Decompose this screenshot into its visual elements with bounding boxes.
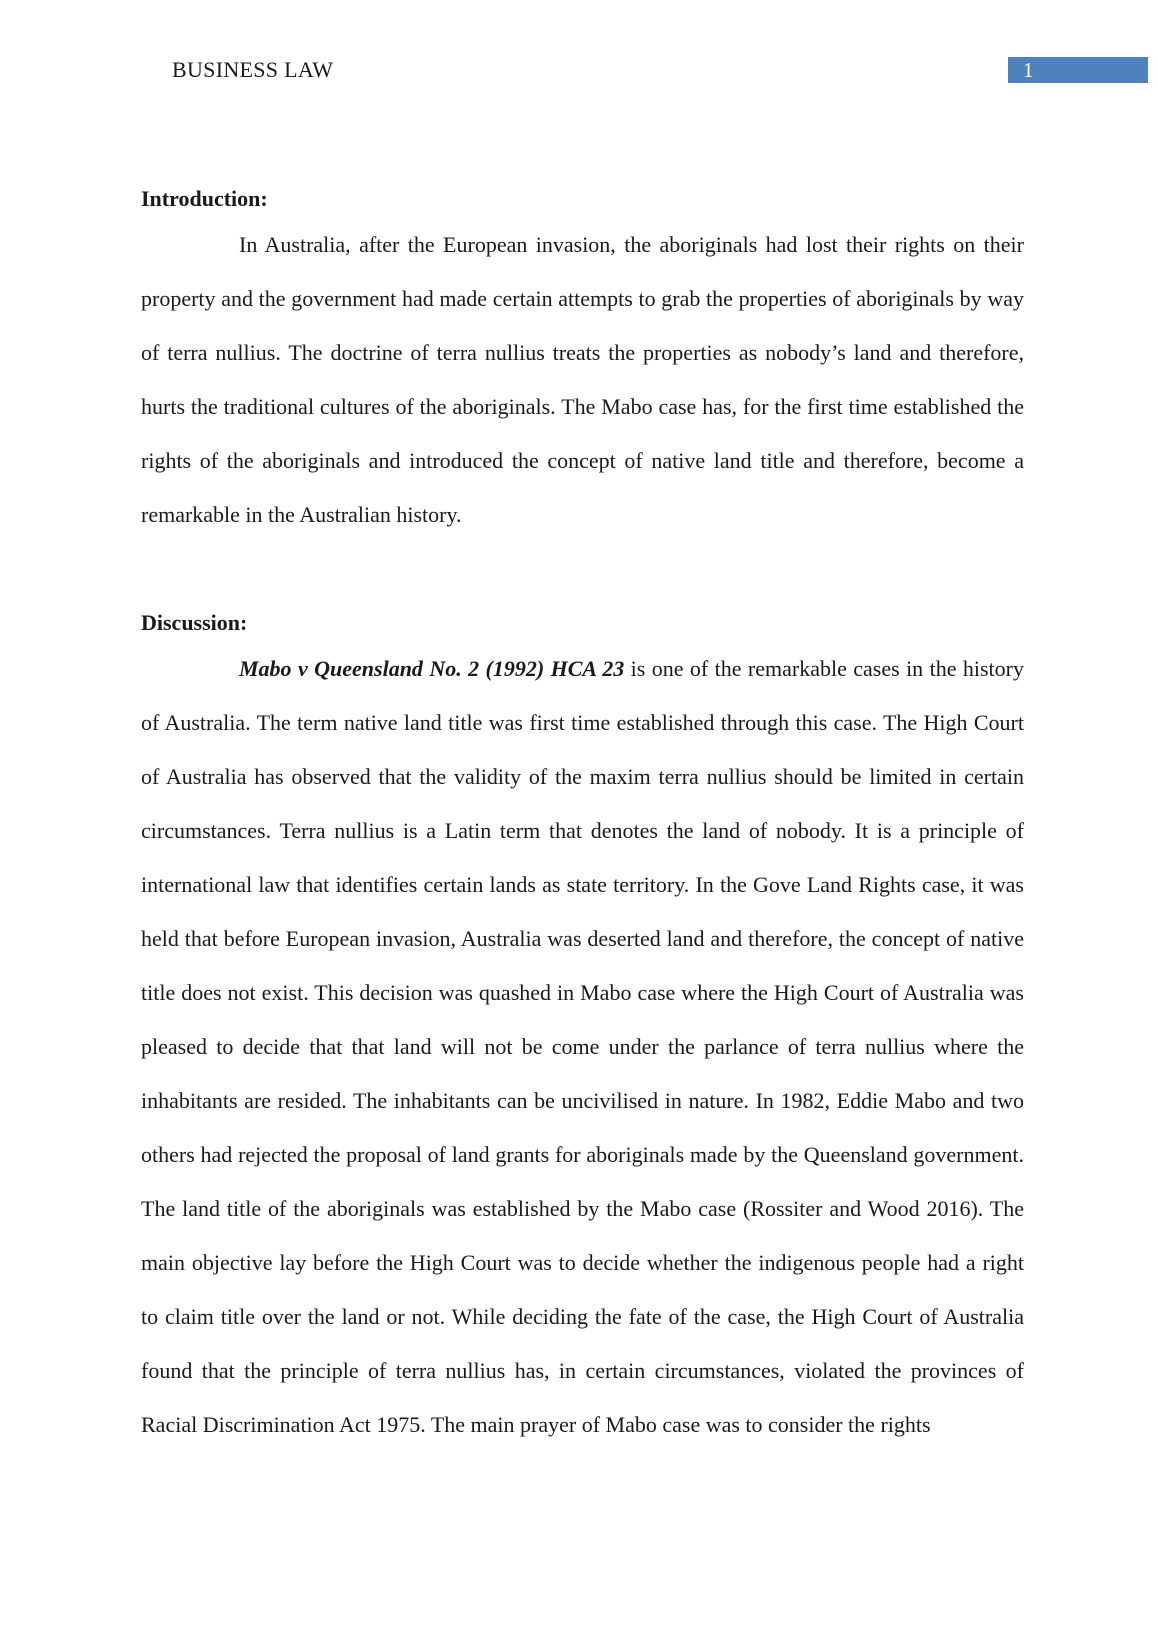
- introduction-heading: Introduction:: [141, 186, 268, 211]
- discussion-paragraph-text: is one of the remarkable cases in the history of Australia. The term native land title was first time established through this case. The High Court of Australia has observed that the validity of the maxim terra nullius should be limited in certain circumstances. Terra nullius is a Latin term that denotes the land of nobody. It is a principle of international law that identifies certain lands as state territory. In the Gove Land Rights case, it was held that before European invasion, Australia was deserted land and therefore, the concept of native title does not exist. This decision was quashed in Mabo case where the High Court of Australia was pleased to decide that that land will not be come under the parlance of terra nullius where the inhabitants are resided. The inhabitants can be uncivilised in nature. In 1982, Eddie Mabo and two others had rejected the proposal of land grants for aboriginals made by the Queensland government. The land title of the aboriginals was established by the Mabo case (Rossiter and Wood 2016). The main objective lay before the High Court was to decide whether the indigenous people had a right to claim title over the land or not. While deciding the fate of the case, the High Court of Australia found that the principle of terra nullius has, in certain circumstances, violated the provinces of Racial Discrimination Act 1975. The main prayer of Mabo case was to consider the rights: [141, 656, 1024, 1437]
- discussion-paragraph: [141, 642, 1024, 1452]
- discussion-heading: Discussion:: [141, 610, 248, 635]
- running-head: BUSINESS LAW: [172, 57, 334, 82]
- case-citation: Mabo v Queensland No. 2 (1992) HCA 23: [239, 656, 625, 681]
- introduction-paragraph: In Australia, after the European invasion, the aboriginals had lost their rights on their property and the government had made certain attempts to grab the properties of aboriginals by way of terra nullius. The doctrine of terra nullius treats the properties as nobody’s land and therefore, hurts the traditional cultures of the aboriginals. The Mabo case has, for the first time established the rights of the aboriginals and introduced the concept of native land title and therefore, become a remarkable in the Australian history.: [141, 232, 1024, 527]
- document-body: [141, 184, 1024, 1452]
- page-number: 1: [1008, 57, 1148, 83]
